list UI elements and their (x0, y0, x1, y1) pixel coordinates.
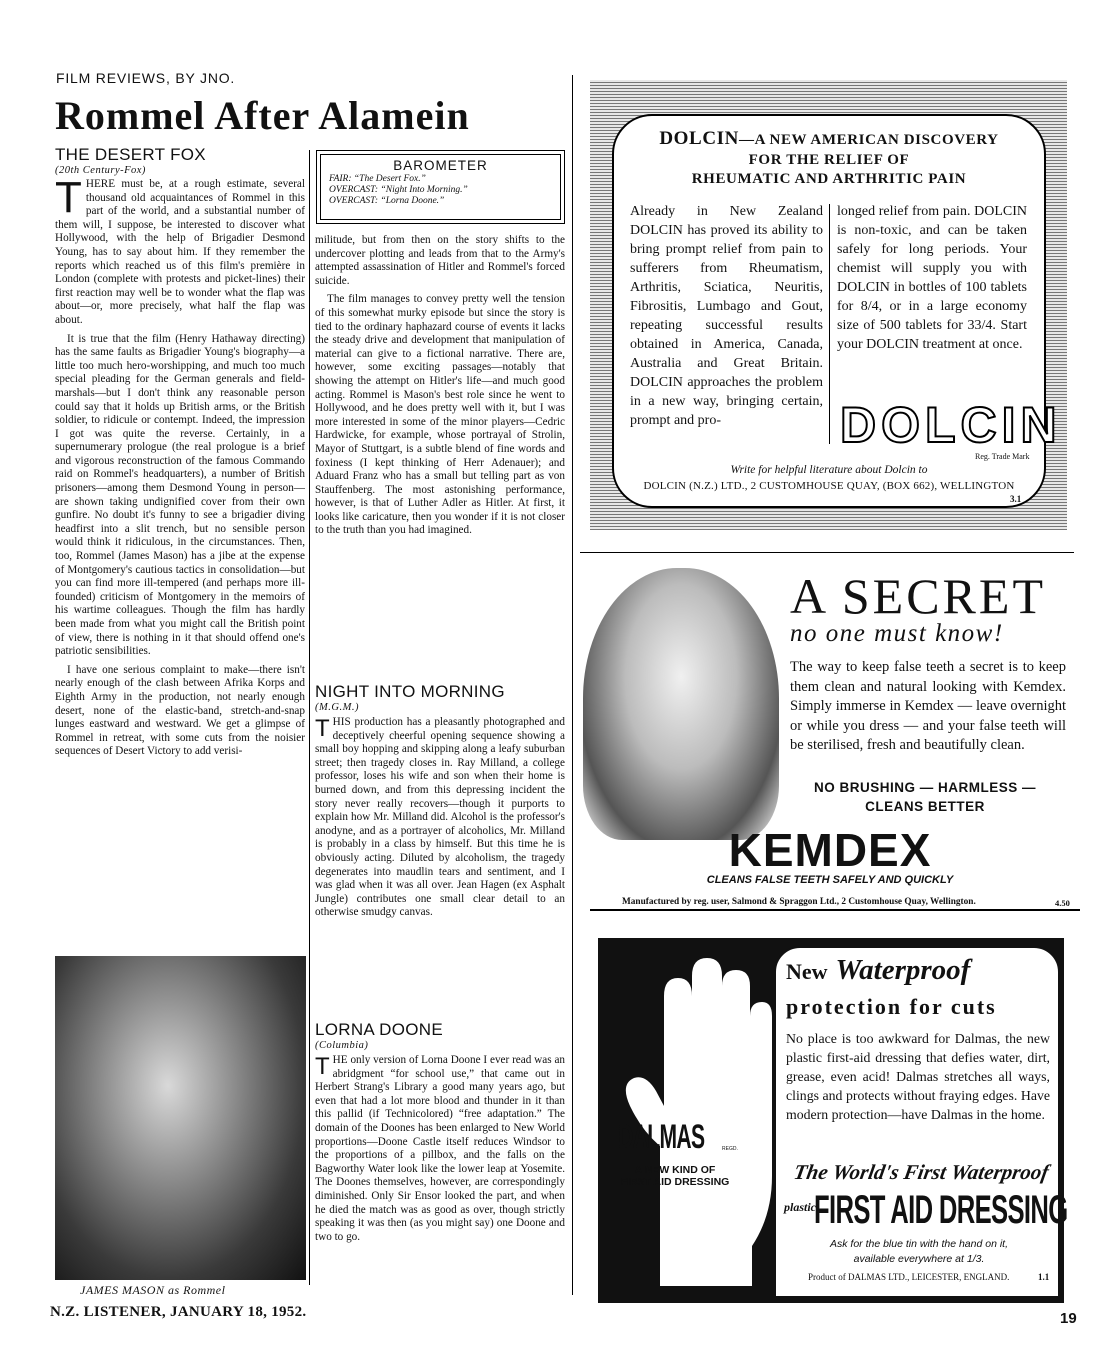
review-heading: LORNA DOONE (315, 1020, 443, 1039)
footer-issue: N.Z. LISTENER, JANUARY 18, 1952. (50, 1304, 307, 1320)
barometer-line: OVERCAST: “Night Into Morning.” (329, 185, 468, 195)
hand-reg: REGD. (722, 1146, 738, 1152)
dalmas-headline: New Waterproof (786, 954, 971, 986)
dalmas-available: available everywhere at 1/3. (853, 1253, 985, 1265)
hand-brand: DALMAS (618, 1118, 705, 1156)
dalmas-code: 1.1 (1038, 1272, 1050, 1282)
kemdex-subhead: no one must know! (790, 620, 1004, 647)
review-studio: (M.G.M.) (315, 702, 359, 713)
dolcin-reg-mark: Reg. Trade Mark (975, 452, 1030, 461)
dalmas-body: No place is too awkward for Dalmas, the new plastic first-aid dressing that defies water, dirt, grease, even acid! Dalmas stretches all ways, clings and protects without fraying edges. Have modern protection—have Dalmas in the home. (786, 1031, 1050, 1122)
dalmas-first-aid: FIRST AID DRESSING (814, 1188, 1068, 1232)
dolcin-address: DOLCIN (N.Z.) LTD., 2 CUSTOMHOUSE QUAY, (BOX 662), WELLINGTON (643, 480, 1015, 492)
barometer-line: OVERCAST: “Lorna Doone.” (329, 196, 445, 206)
review-lorna-doone: LORNA DOONE (Columbia) THE only version of Lorna Doone I ever read was an abridgment “for school use,” that came out in Herbert Strang's Library a good many years ago, but even that had a lot more blood and thunder in it than this pallid (if Technicolored) “free adaptation.” The domain of the Doones has been enlarged to New World proportions—Doone Castle itself reduces Windsor to the proportions of a pillbox, and the falls on the Bagworthy Water look like the lower leap at Yosemite. The Doones themselves, however, are correspondingly diminished. Only Sir Ensor looked the part, and when he died the match was as good as over, though strictly speaking it was then (as you might say) one Doone and two to go. (315, 1020, 565, 1243)
dolcin-body-col1: Already in New Zealand DOLCIN has proved its ability to bring prompt relief from pain to sufferers from Rheumatism, Arthritis, Sciatica, Neuritis, Fibrositis, Lumbago and Gout, repeating successful results obtained in America, Canada, Australia and Great Britain. DOLCIN approaches the problem in a new way, bringing certain, prompt and pro- (630, 204, 823, 428)
kemdex-man-photo (583, 568, 779, 840)
kemdex-code: 4.50 (1055, 898, 1070, 908)
review-heading: NIGHT INTO MORNING (315, 682, 505, 701)
dalmas-ad (598, 938, 1068, 1303)
review-studio: (20th Century-Fox) (55, 165, 146, 176)
dalmas-ask: Ask for the blue tin with the hand on it, (829, 1238, 1009, 1250)
review-desert-fox-cont: militude, but from then on the story shifts to the undercover plotting and leads from that to the Army's attempted assassination of Hitler and Rommel's forced suicide. The film manages to convey pretty well the tension of this somewhat murky episode but since the story is tied to the ordinary haphazard course of events it lacks the steady drive and development that manipulation of material can give to a fictional narrative. There are, however, some exciting passages—notably that showing the attempt on Hitler's life—and much good acting. Rommel is Mason's best role since he went to Hollywood, and he does pretty well with it, but I was more interested in some of the minor players—Cedric Hardwicke, for example, whose portrayal of Strolin, Mayor of Stuttgart, is a subtle blend of fine words and foxiness (I kept thinking of Herr Adenauer); and Aduard Franz who has a small but telling part as von Stauffenberg. The most astonishing performance, however, is that of Luther Adler as Hitler. At first, it looks like caricature, then you wonder if it is not closer to the truth than you had imagined. (315, 234, 565, 537)
barometer-line: FAIR: “The Desert Fox.” (329, 174, 426, 184)
kemdex-brand: KEMDEX (728, 824, 932, 876)
barometer-title: BAROMETER (393, 158, 488, 173)
page-title: Rommel After Alamein (55, 93, 470, 138)
dolcin-code: 3.1 (1010, 494, 1022, 504)
review-studio: (Columbia) (315, 1040, 369, 1051)
section-label: FILM REVIEWS, BY JNO. (56, 70, 236, 86)
kemdex-headline: A SECRET (790, 568, 1046, 624)
dalmas-plastic: plastic (784, 1200, 816, 1214)
dalmas-product: Product of DALMAS LTD., LEICESTER, ENGLAND. (808, 1272, 1010, 1282)
hand-sub: A NEW KIND OF FIRST AID DRESSING (620, 1164, 730, 1188)
photo-caption: JAMES MASON as Rommel (80, 1283, 226, 1297)
dolcin-headline-3: RHEUMATIC AND ARTHRITIC PAIN (691, 171, 967, 187)
dolcin-body-col2: longed relief from pain. DOLCIN is non-toxic, and can be taken safely for long periods. Your chemist will supply you with DOLCIN in bottles of 100 tablets for 8/4, or in a large economy size of 500 tablets for 33/4. Start your DOLCIN treatment at once. (837, 204, 1027, 352)
dolcin-write: Write for helpful literature about Dolcin to (730, 464, 928, 476)
barometer-box (316, 150, 565, 224)
james-mason-photo (55, 956, 306, 1280)
kemdex-tagline: NO BRUSHING — HARMLESS — CLEANS BETTER (813, 780, 1036, 814)
drop-cap: T (315, 715, 330, 742)
page-number: 19 (1060, 1310, 1077, 1327)
dolcin-ad (590, 80, 1067, 530)
review-desert-fox (55, 145, 305, 764)
kemdex-body: The way to keep false teeth a secret is to keep them clean and natural looking with Kemdex. Simply immerse in Kemdex — leave overnight or while you dress — and your false teeth will be sterilised, fresh and beautifully clean. (790, 659, 1066, 753)
dolcin-headline-2: FOR THE RELIEF OF (748, 152, 910, 168)
dolcin-logo-text: DOLCIN (840, 397, 1062, 453)
dolcin-headline: —A NEW AMERICAN DISCOVERY (738, 132, 999, 148)
kemdex-slogan: CLEANS FALSE TEETH SAFELY AND QUICKLY (706, 874, 954, 886)
waterproof-word: Waterproof (835, 954, 971, 986)
dolcin-logo (840, 397, 1062, 453)
dalmas-script: The World's First Waterproof (791, 1160, 1051, 1184)
review-night-into-morning: NIGHT INTO MORNING (M.G.M.) THIS production has a pleasantly photographed and deceptively cheerful opening sequence showing a small boy hopping and skipping along a leafy suburban street; then tragedy closes in. Ray Milland, a college professor, loses his wife and son when their home is burned down, and from this depressing incident the story never really recovers—though it purports to explain how Mr. Milland did. Alcohol is the professor's anodyne, and as a portrayer of alcoholics, Mr. Milland is probably in a class by himself. But this time he is obviously acting. Diluted by alcoholism, the tragedy degenerates into maudlin tears and sentiment, and I was glad when it was all over. Jean Hagen (ex Asphalt Jungle) contributes one small clear detail to an otherwise smudgy canvas. (315, 682, 565, 919)
drop-cap: T (55, 173, 82, 222)
dolcin-headline-brand: DOLCIN (659, 128, 739, 149)
review-body: THERE must be, at a rough estimate, several thousand old acquaintances of Rommel in this part of the world, and a substantial number of them will, I suppose, be interested to discover what Hollywood, with the help of Brigadier Desmond Young, has to say about him. If they remember the reports which reached us of this film's première in London (complete with protests and picket-lines) their first reaction may well be to wonder what the flap was about—or, more precisely, what half the flap was about. It is true that the film (Henry Hathaway directing) has the same faults as Brigadier Young's biography—a little too much hero-worshipping, and much too much special pleading for the German generals and field-marshals—but I don't think any reasonable person could say that it holds up British arms, or the British soldier, to ridicule or contempt. Indeed, the impression I got was quite the reverse. Certainly, in a supernumerary prologue (the real prologue is a brief and vigorous reconstruction of the famous Commando raid on Rommel's headquarters), a number of British prisoners—among them Desmond Young in person—are shown taking undignified cover from their own gunfire. No doubt it's funny to see a brigadier diving headfirst into a slit trench, but no sensible person would think it ridiculous, in the circumstances. Then, too, Rommel (James Mason) has a jibe at the expense of Montgomery's cautious tactics in consolidation—but you can find more ill-tempered (and perhaps more ill-founded) criticism of Montgomery in the memoirs of his wartime colleagues. Though the film has hardly been made from what you might call the British point of view, there is nothing in it that should offend one's patriotic sensibilities. I have one serious complaint to make—there isn't nearly enough of the clash between Afrika Korps and Eighth Army in the production, not nearly enough desert, none of the elastic-band, stretch-and-snap lunges eastward and westward. We get a glimpse of Rommel in retreat, with some cuts from the noisier sequences of Desert Victory to add verisi- (55, 173, 305, 758)
drop-cap: T (315, 1053, 330, 1080)
kemdex-manufacturer: Manufactured by reg. user, Salmond & Spraggon Ltd., 2 Customhouse Quay, Wellington. (622, 897, 976, 907)
review-heading: THE DESERT FOX (55, 145, 206, 164)
dalmas-protection: protection for cuts (786, 994, 997, 1019)
